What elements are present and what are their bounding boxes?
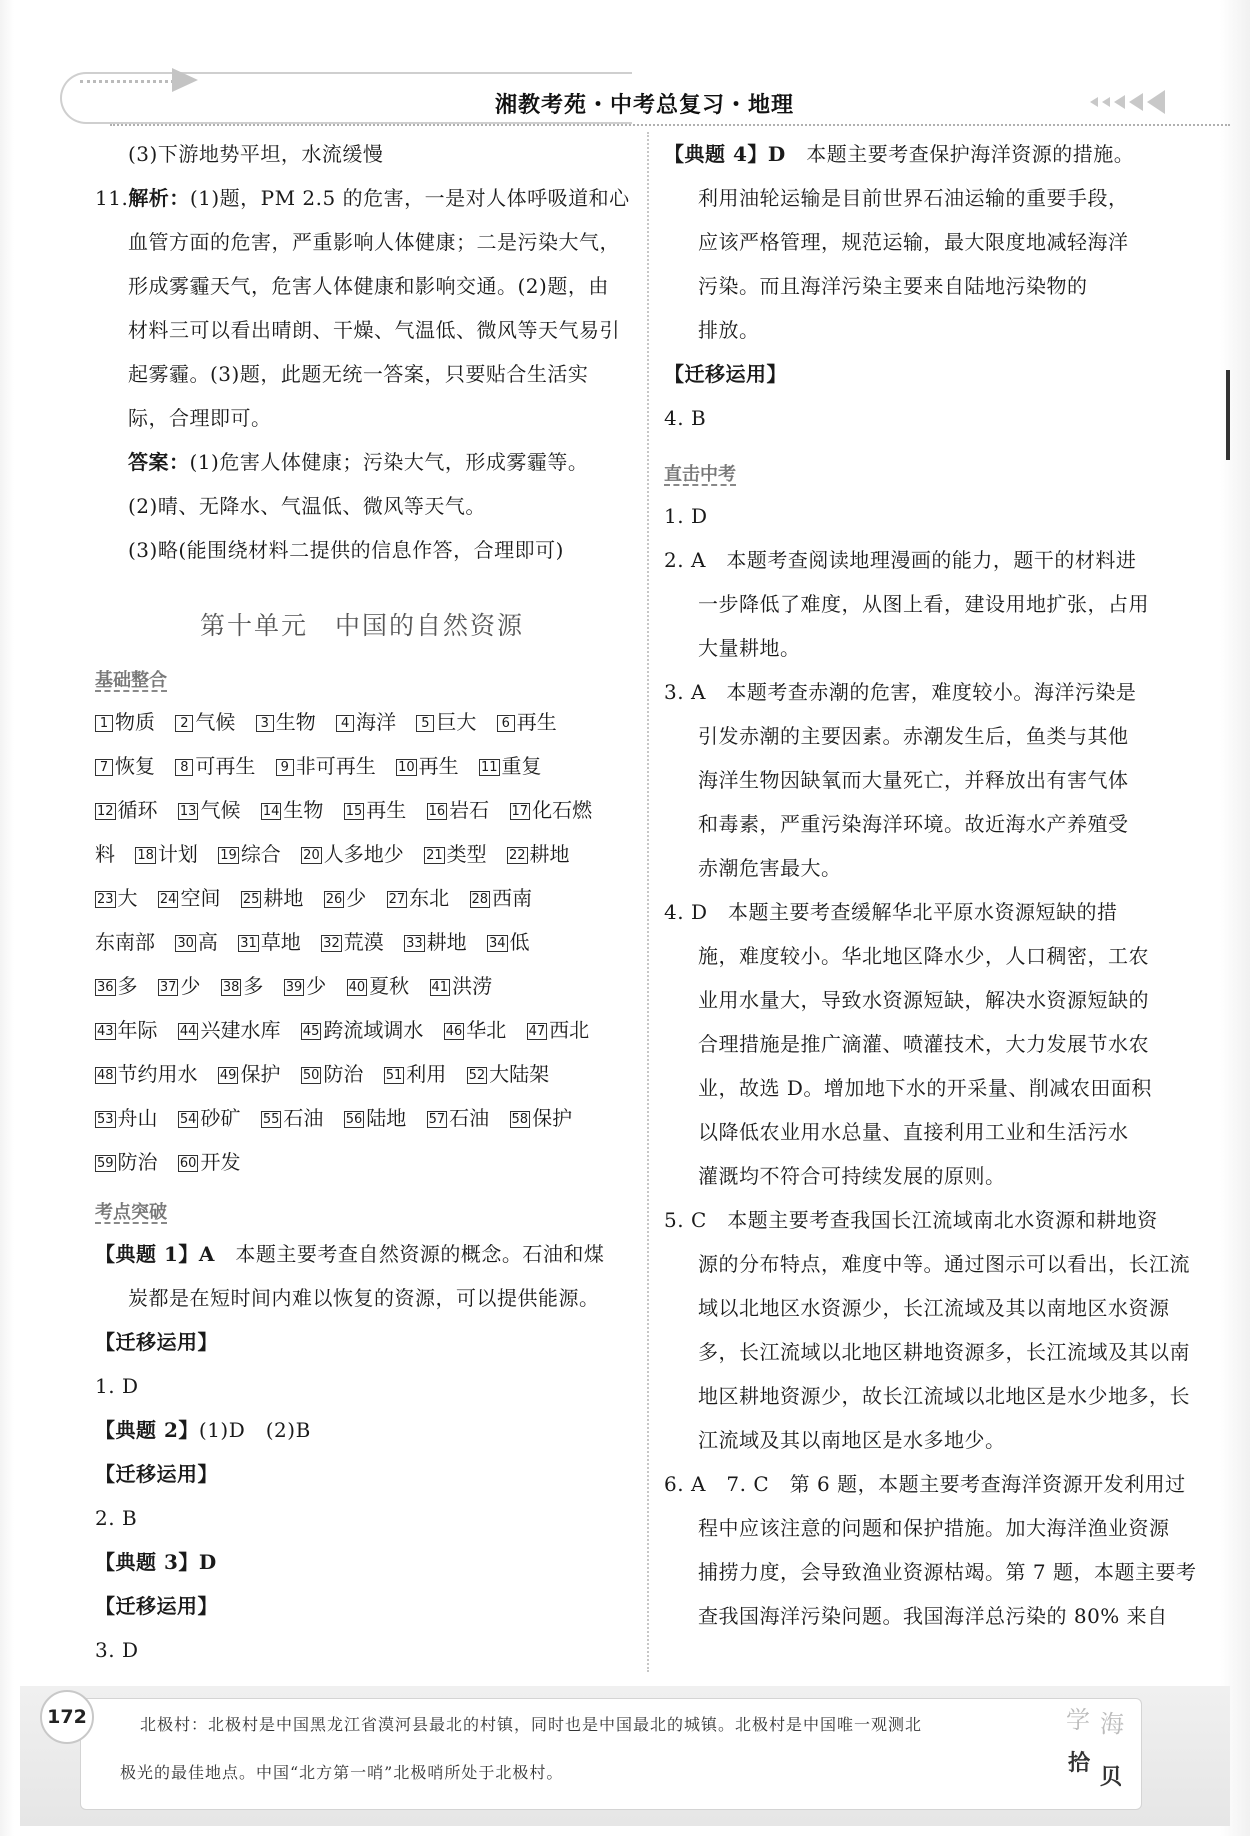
- text-line: 一步降低了难度，从图上看，建设用地扩张，占用: [698, 592, 1149, 616]
- text-line: (3)略(能围绕材料二提供的信息作答，合理即可): [128, 538, 564, 562]
- section-heading: 基础整合: [95, 670, 167, 691]
- text-line: 【迁移运用】: [95, 1330, 218, 1354]
- text-line: 【迁移运用】: [95, 1594, 218, 1618]
- text-line: 查我国海洋污染问题。我国海洋总污染的 80% 来自: [698, 1604, 1168, 1628]
- text-line: (2)晴、无降水、气温低、微风等天气。: [128, 494, 486, 518]
- text-line: 4. B: [664, 406, 707, 430]
- text-line: 2. A 本题考查阅读地理漫画的能力，题干的材料进: [664, 548, 1137, 572]
- text-line: 炭都是在短时间内难以恢复的资源，可以提供能源。: [128, 1286, 600, 1310]
- text-line: 1. D: [664, 504, 708, 528]
- text-line: 【典题 2】(1)D (2)B: [95, 1418, 311, 1442]
- text-line: 程中应该注意的问题和保护措施。加大海洋渔业资源: [698, 1516, 1170, 1540]
- text-line: 11.解析：(1)题，PM 2.5 的危害，一是对人体呼吸道和心: [95, 186, 630, 210]
- text-line: 3. A 本题考查赤潮的危害，难度较小。海洋污染是: [664, 680, 1137, 704]
- text-line: 2. B: [95, 1506, 138, 1530]
- page-number: 172: [40, 1690, 94, 1744]
- section-heading: 直击中考: [664, 464, 736, 485]
- triangle-left-icon: [1114, 95, 1125, 109]
- text-line: 应该严格管理，规范运输，最大限度地减轻海洋: [698, 230, 1129, 254]
- text-line: 大量耕地。: [698, 636, 801, 660]
- triangle-left-icon: [1090, 97, 1098, 107]
- text-line: 和毒素，严重污染海洋环境。故近海水产养殖受: [698, 812, 1129, 836]
- text-line: 3. D: [95, 1638, 139, 1662]
- header-triangles: [1090, 90, 1165, 114]
- unit-title: 第十单元 中国的自然资源: [200, 611, 525, 640]
- answer-grid-row: 23 大 24 空间 25 耕地 26 少 27 东北 28 西南: [97, 886, 533, 910]
- text-line: 【迁移运用】: [95, 1462, 218, 1486]
- text-line: 答案：(1)危害人体健康；污染大气，形成雾霾等。: [128, 450, 589, 474]
- text-line: 1. D: [95, 1374, 139, 1398]
- text-line: 海洋生物因缺氧而大量死亡，并释放出有害气体: [698, 768, 1129, 792]
- answer-grid-row: 12 循环 13 气候 14 生物 15 再生 16 岩石 17 化石燃: [97, 798, 593, 822]
- answer-grid-row: 43 年际 44 兴建水库 45 跨流域调水 46 华北 47 西北: [97, 1018, 590, 1042]
- header-dotted-line: [80, 80, 180, 83]
- text-line: 域以北地区水资源少，长江流域及其以南地区水资源: [698, 1296, 1170, 1320]
- page-binding-mark: [1226, 370, 1230, 460]
- text-line: 【典题 4】D 本题主要考查保护海洋资源的措施。: [664, 142, 1135, 166]
- text-line: 业用水量大，导致水资源短缺，解决水资源短缺的: [698, 988, 1149, 1012]
- text-line: 源的分布特点，难度中等。通过图示可以看出，长江流: [698, 1252, 1190, 1276]
- column-divider: [647, 132, 649, 1672]
- text-line: 地区耕地资源少，故长江流域以北地区是水少地多，长: [698, 1384, 1190, 1408]
- answer-grid-row: 1 物质 2 气候 3 生物 4 海洋 5 巨大 6 再生: [95, 712, 571, 732]
- section-heading: 考点突破: [95, 1202, 167, 1223]
- text-line: 起雾霾。(3)题，此题无统一答案，只要贴合生活实: [128, 362, 589, 386]
- text-line: 5. C 本题主要考查我国长江流域南北水资源和耕地资: [664, 1208, 1158, 1232]
- text-line: 灌溉均不符合可持续发展的原则。: [698, 1164, 1006, 1188]
- footer-note-line: 北极村：北极村是中国黑龙江省漠河县最北的村镇，同时也是中国最北的城镇。北极村是中国唯一观测北: [140, 1715, 923, 1734]
- text-line: 形成雾霾天气，危害人体健康和影响交通。(2)题，由: [128, 274, 609, 298]
- text-line: 合理措施是推广滴灌、喷灌技术，大力发展节水农: [698, 1032, 1149, 1056]
- text-line: 际，合理即可。: [128, 406, 272, 430]
- text-line: 6. A 7. C 第 6 题，本题主要考查海洋资源开发利用过: [664, 1472, 1186, 1496]
- answer-grid-row: 48 节约用水 49 保护 50 防治 51 利用 52 大陆架: [97, 1062, 550, 1086]
- arrow-right-icon: [172, 68, 198, 92]
- answer-grid-row: 59 防治 60 开发: [97, 1150, 241, 1174]
- triangle-left-icon: [1129, 93, 1143, 111]
- text-line: 4. D 本题主要考查缓解华北平原水资源短缺的措: [664, 900, 1118, 924]
- text-line: 引发赤潮的主要因素。赤潮发生后，鱼类与其他: [698, 724, 1129, 748]
- text-line: 污染。而且海洋污染主要来自陆地污染物的: [698, 274, 1088, 298]
- answer-grid-row: 36 多 37 少 38 多 39 少 40 夏秋 41 洪涝: [97, 974, 493, 998]
- answer-grid-row: 53 舟山 54 砂矿 55 石油 56 陆地 57 石油 58 保护: [97, 1106, 573, 1130]
- text-line: 捕捞力度，会导致渔业资源枯竭。第 7 题，本题主要考: [698, 1560, 1197, 1584]
- triangle-left-icon: [1102, 97, 1110, 107]
- text-line: 【迁移运用】: [664, 362, 787, 386]
- xuehai-shibei-logo: 学 海 拾 贝: [1066, 1706, 1124, 1790]
- text-line: 多，长江流域以北地区耕地资源多，长江流域及其以南: [698, 1340, 1190, 1364]
- text-line: 【典题 1】A 本题主要考查自然资源的概念。石油和煤: [95, 1242, 605, 1266]
- answer-grid-row: 东南部 30 高 31 草地 32 荒漠 33 耕地 34 低: [95, 930, 530, 954]
- text-line: 业，故选 D。增加地下水的开采量、削减农田面积: [698, 1076, 1152, 1100]
- text-line: 江流域及其以南地区是水多地少。: [698, 1428, 1006, 1452]
- text-line: (3)下游地势平坦，水流缓慢: [128, 142, 384, 166]
- text-line: 排放。: [698, 318, 760, 342]
- text-line: 材料三可以看出晴朗、干燥、气温低、微风等天气易引: [128, 318, 620, 342]
- header-title: 湘教考苑・中考总复习・地理: [495, 93, 795, 118]
- answer-grid-row: 7 恢复 8 可再生 9 非可再生 10 再生 11 重复: [95, 756, 556, 776]
- text-line: 利用油轮运输是目前世界石油运输的重要手段，: [698, 186, 1129, 210]
- text-line: 血管方面的危害，严重影响人体健康；二是污染大气，: [128, 230, 620, 254]
- header-rule: [110, 124, 1230, 126]
- triangle-left-icon: [1147, 90, 1165, 114]
- text-line: 赤潮危害最大。: [698, 856, 842, 880]
- text-line: 以降低农业用水总量、直接利用工业和生活污水: [698, 1120, 1129, 1144]
- footer-note-line: 极光的最佳地点。中国“北方第一哨”北极哨所处于北极村。: [120, 1763, 564, 1782]
- answer-grid-row: 料 18 计划 19 综合 20 人多地少 21 类型 22 耕地: [95, 842, 570, 866]
- text-line: 施，难度较小。华北地区降水少，人口稠密，工农: [698, 944, 1149, 968]
- text-line: 【典题 3】D: [95, 1550, 217, 1574]
